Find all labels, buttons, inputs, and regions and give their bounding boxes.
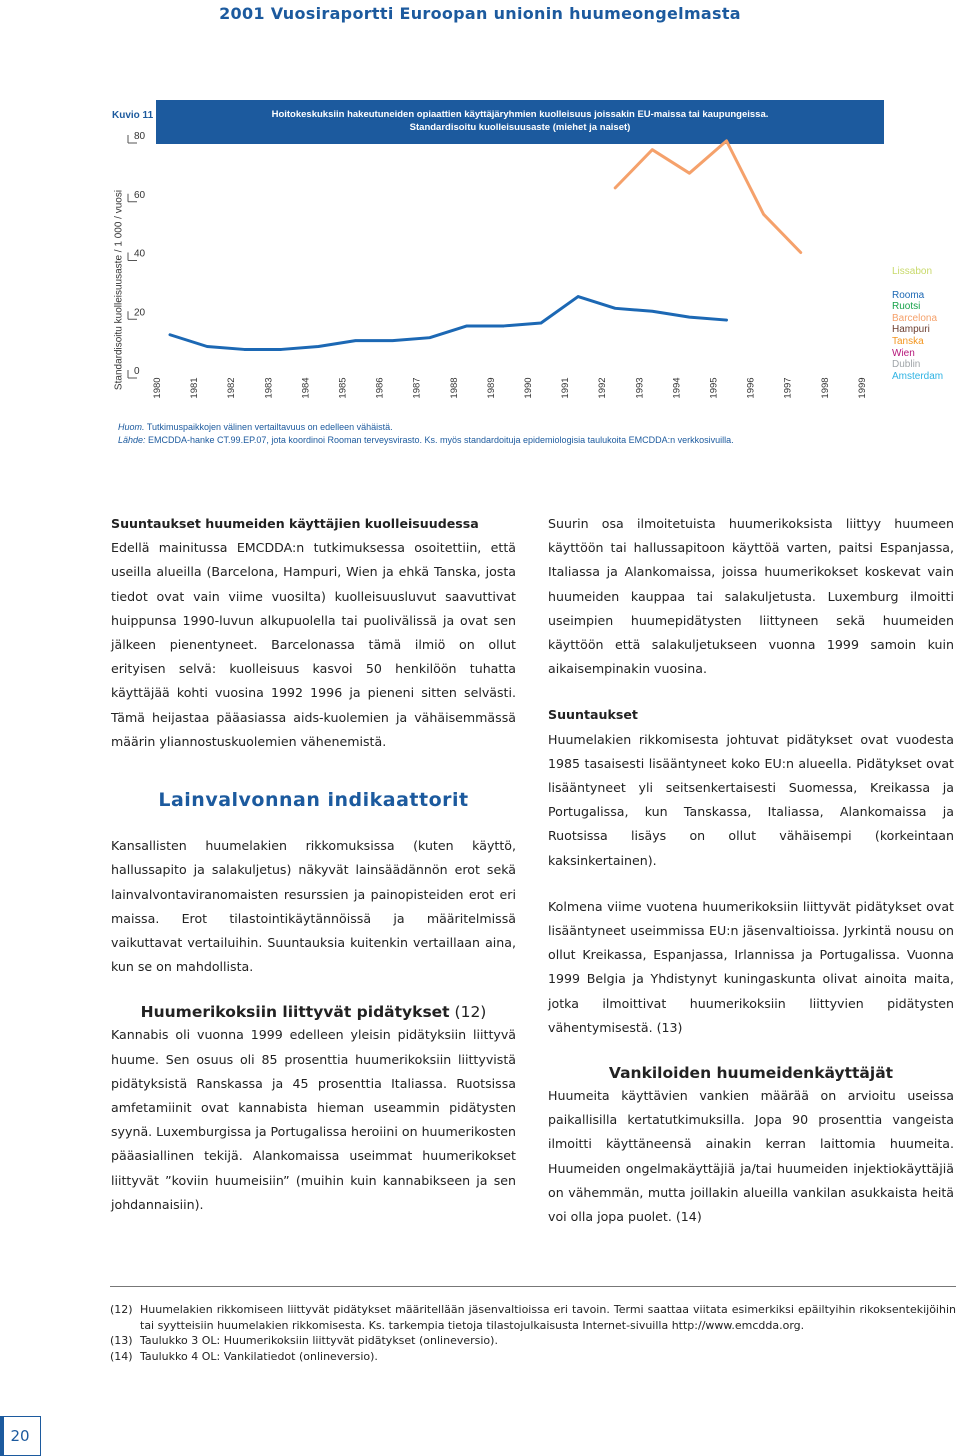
footnotes bbox=[110, 1302, 956, 1364]
drug-arrests-heading: Huumerikoksiin liittyvät pidätykset (12) bbox=[140, 1003, 487, 1022]
figure-label: Kuvio 11 bbox=[112, 110, 154, 121]
y-tick-label: 0 bbox=[134, 366, 140, 377]
x-tick-label: 1985 bbox=[337, 377, 349, 399]
drug-arrests-paragraph: Kannabis oli vuonna 1999 edelleen yleisin pidätyksiin liittyvä huume. Sen osuus oli 85 prosenttia huumerikoksiin liittyvistä pidätyksistä Ranskassa ja 45 prosenttia Italiassa. Ruotsissa amfetamiinit ovat kannabista hieman useammin pidätysten syynä. Luxemburgissa ja Portugalissa heroiini on huumerikosten pääasiallinen tekijä. Alankomaissa useimmat huumerikokset liittyvät ”koviin huumeisiin” (muihin kuin kannabikseen ja sen johdannaisiin). bbox=[111, 1027, 516, 1212]
prison-users-paragraph: Huumeita käyttävien vankien määrää on arvioitu useissa paikallisilla kertatutkimuksilla. Jopa 90 prosenttia vangeista ilmoitti käyttäneensä ainakin kerran laittomia huumeita. Huumeiden ongelmakäyttäjiä ja/tai huumeiden injektiokäyttäjiä on vähemmän, mutta joillakin alueilla vankilan asukkaista heitä voi olla jopa puolet. (14) bbox=[548, 1088, 954, 1225]
x-tick-label: 1997 bbox=[782, 377, 794, 399]
y-tick-label: 40 bbox=[134, 248, 146, 260]
page-header-title: 2001 Vuosiraportti Euroopan unionin huumeongelmasta bbox=[219, 4, 741, 23]
footnote-divider bbox=[110, 1286, 956, 1287]
x-tick-label: 1992 bbox=[597, 377, 609, 399]
legend-item-lissabon: Lissabon bbox=[892, 266, 933, 277]
chart-legend bbox=[892, 266, 943, 382]
legend-item-wien: Wien bbox=[892, 347, 915, 359]
prison-users-heading: Vankiloiden huumeidenkäyttäjät bbox=[608, 1064, 894, 1083]
x-tick-label: 1980 bbox=[152, 377, 163, 399]
x-tick-label: 1998 bbox=[819, 377, 831, 399]
series-line-barcelona bbox=[615, 141, 801, 253]
x-tick-label: 1986 bbox=[374, 377, 386, 399]
x-tick-label: 1996 bbox=[745, 377, 757, 399]
arrests-use-paragraph: Suurin osa ilmoitetuista huumerikoksista liittyy huumeen käyttöön tai hallussapitoon käyttöä varten, paitsi Espanjassa, Italiassa ja Alankomaissa, joissa huumerikokset koskevat vain huumeiden kauppaa tai salakuljetusta. Luxemburg ilmoitti useimpien huumepidätysten liittyneen sekä huumeiden käyttöön että salakuljetukseen vuonna 1999 samoin kuin aikaisempinakin vuosina. bbox=[548, 516, 954, 677]
page-number: 20 bbox=[0, 1416, 41, 1456]
figure-note: Huom. Tutkimuspaikkojen välinen vertailtavuus on edelleen vähäistä. bbox=[118, 422, 393, 432]
x-tick-label: 1993 bbox=[634, 377, 646, 399]
left-column bbox=[111, 512, 516, 1217]
trends-heading: Suuntaukset bbox=[548, 707, 638, 723]
figure-source: Lähde: EMCDDA-hanke CT.99.EP.07, jota koordinoi Rooman terveysvirasto. Ks. myös standardoituja epidemiologisia taulukoita EMCDDA:n verkkosivuilla. bbox=[118, 435, 734, 445]
x-tick-label: 1990 bbox=[523, 377, 534, 399]
x-tick-label: 1988 bbox=[448, 377, 460, 399]
footnote-13: (13) Taulukko 3 OL: Huumerikoksiin liittyvät pidätykset (onlineversio). bbox=[110, 1334, 498, 1347]
legend-item-amsterdam: Amsterdam bbox=[892, 370, 944, 382]
footnote-14: (14) Taulukko 4 OL: Vankilatiedot (onlineversio). bbox=[110, 1349, 378, 1363]
x-tick-label: 1995 bbox=[708, 377, 720, 399]
legend-item-barcelona: Barcelona bbox=[892, 312, 938, 324]
legend-item-ruotsi: Ruotsi bbox=[892, 301, 921, 313]
figure-notes bbox=[118, 421, 734, 447]
y-tick-label: 80 bbox=[134, 131, 146, 142]
trend-deaths-heading: Suuntaukset huumeiden käyttäjien kuolleisuudessa bbox=[111, 516, 479, 531]
y-tick-label: 60 bbox=[134, 189, 146, 201]
trend-deaths-paragraph: Edellä mainitussa EMCDDA:n tutkimuksessa osoitettiin, että useilla alueilla (Barcelona, Hampuri, Wien ja ehkä Tanska, josta tiedot ovat vain viime vuosilta) kuolleisuusluvut saavuttivat huippunsa 1990-luvun alkupuolella tai puolivälissä ja ovat sen jälkeen pienentyneet. Barcelonassa tämä ilmiö on ollut erityisen selvä: kuolleisuus kasvoi 50 henkilöön tuhatta käyttäjää kohti vuosina 1992 1996 ja pieneni sitten selvästi. Tämä heijastaa pääasiassa aids-kuolemien ja vähäisemmässä määrin yliannostuskuolemien vähenemistä. bbox=[111, 540, 516, 749]
figure-title-line1: Hoitokeskuksiin hakeutuneiden opiaattien käyttäjäryhmien kuolleisuus joissakin EU-maissa tai kaupungeissa. bbox=[271, 109, 769, 120]
series-line-rooma bbox=[170, 297, 727, 350]
footnote-12: (12) Huumelakien rikkomiseen liittyvät pidätykset määritellään jäsenvaltioissa eri tavoin. Termi saattaa viitata esimerkiksi epäiltyihin rikoksentekijöihin tai syytteisiin huumelakien rikkomisesta. Ks. tarkempia tietoja tilastojulkaisusta Internet-sivuilla http://www.emcdda.org. bbox=[110, 1303, 956, 1332]
x-tick-label: 1984 bbox=[300, 377, 312, 399]
legend-item-tanska: Tanska bbox=[892, 335, 924, 347]
law-enforcement-section-title: Lainvalvonnan indikaattorit bbox=[158, 789, 469, 812]
law-enforcement-paragraph: Kansallisten huumelakien rikkomuksissa (kuten käyttö, hallussapito ja salakuljetus) näkyvät lainsäädännön erot sekä lainvalvontaviranomaisten resurssien ja painopisteiden erot eri maissa. Erot tilastointikäytännöissä ja määritelmissä vaikuttavat vertailuihin. Suuntauksia kuitenkin vertaillaan aina, kun se on mahdollista. bbox=[111, 838, 516, 975]
figure-title-line2: Standardisoitu kuolleisuusaste (miehet ja naiset) bbox=[409, 122, 631, 133]
x-tick-label: 1987 bbox=[411, 377, 423, 399]
x-tick-label: 1989 bbox=[485, 377, 497, 399]
x-tick-label: 1991 bbox=[560, 377, 572, 399]
x-tick-label: 1999 bbox=[856, 377, 868, 399]
y-axis-title-text: Standardisoitu kuolleisuusaste / 1 000 / vuosi bbox=[113, 189, 125, 391]
right-column bbox=[548, 512, 954, 1229]
x-tick-label: 1994 bbox=[671, 377, 683, 399]
legend-item-dublin: Dublin bbox=[892, 359, 921, 371]
legend-item-rooma: Rooma bbox=[892, 289, 925, 301]
x-tick-label: 1983 bbox=[263, 377, 275, 399]
recent-arrests-paragraph: Kolmena viime vuotena huumerikoksiin liittyvät pidätykset ovat lisääntyneet useimmissa EU:n jäsenvaltioissa. Jyrkintä nousu on ollut Kreikassa, Espanjassa, Irlannissa ja Portugalissa. Vuonna 1999 Belgia ja Yhdistynyt kuningaskunta olivat ainoita maita, jotka ilmoittivat huumerikoksiin liittyvien pidätysten vähentymisestä. (13) bbox=[548, 898, 954, 1035]
trends-paragraph: Huumelakien rikkomisesta johtuvat pidätykset ovat vuodesta 1985 tasaisesti lisääntyneet koko EU:n alueella. Pidätykset ovat lisääntyneet yli seitsenkertaisesti Suomessa, Kreikassa ja Portugalissa, kun Tanskassa, Italiassa, Alankomaissa ja Ruotsissa lisäys on ollut vähäisempi (korkeintaan kaksinkertainen). bbox=[548, 731, 954, 868]
y-tick-label: 20 bbox=[134, 307, 146, 319]
line-chart bbox=[0, 0, 960, 420]
x-tick-label: 1982 bbox=[226, 377, 238, 399]
x-tick-label: 1981 bbox=[189, 377, 201, 399]
legend-item-hampuri: Hampuri bbox=[892, 324, 930, 336]
